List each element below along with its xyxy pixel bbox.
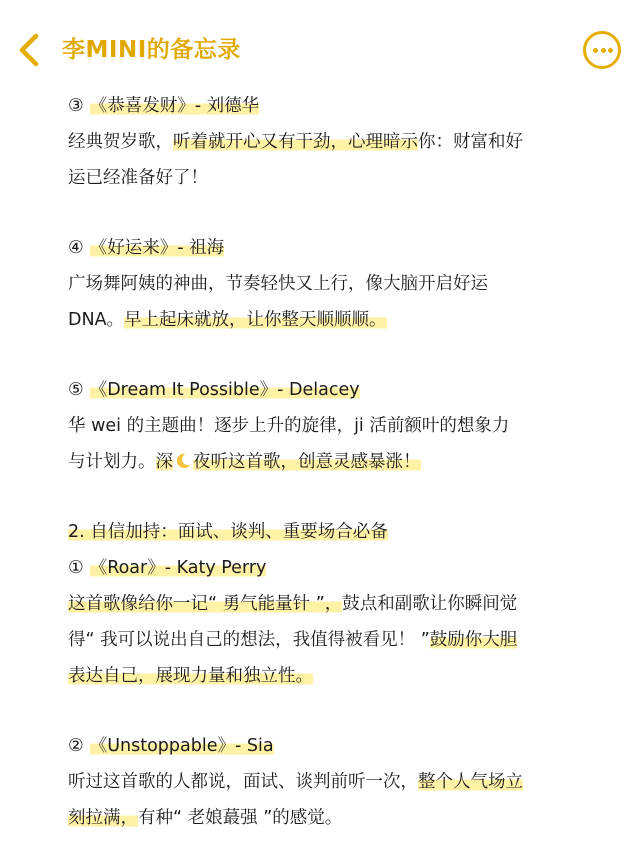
section-gap bbox=[68, 694, 588, 728]
description-text: 广场舞阿姨的神曲，节奏轻快又上行，像大脑开启好运 bbox=[68, 274, 488, 294]
note-body bbox=[68, 88, 588, 836]
song-title: 《好运来》- 祖海 bbox=[89, 238, 225, 258]
page-title: 李MINI的备忘录 bbox=[62, 37, 241, 63]
crescent-moon-icon bbox=[174, 452, 192, 470]
description-line bbox=[68, 160, 588, 196]
description-text: 经典贺岁歌， bbox=[68, 132, 173, 152]
highlighted-text: 心理暗示 bbox=[348, 132, 418, 152]
more-dot-icon bbox=[608, 48, 613, 53]
highlighted-text: 表达自己，展现力量和独立性。 bbox=[68, 666, 313, 686]
category-heading bbox=[68, 514, 588, 550]
description-text: 华 wei 的主题曲！逐步上升的旋律，ji 活前额叶的想象力 bbox=[68, 416, 510, 436]
more-options-button[interactable] bbox=[583, 31, 621, 69]
song-number: ② bbox=[68, 736, 84, 756]
song-title-line bbox=[68, 230, 588, 266]
description-line bbox=[68, 408, 588, 444]
section-gap bbox=[68, 196, 588, 230]
description-text: 有种“ 老娘蕞强 ”的感觉。 bbox=[138, 808, 343, 828]
song-number: ③ bbox=[68, 96, 84, 116]
description-text: 运已经准备好了！ bbox=[68, 168, 208, 188]
description-text: DNA。 bbox=[68, 310, 125, 330]
description-line bbox=[68, 764, 588, 800]
song-number: ① bbox=[68, 558, 84, 578]
description-line bbox=[68, 266, 588, 302]
song-title: 《Roar》- Katy Perry bbox=[89, 558, 267, 578]
category-title: 2. 自信加持：面试、谈判、重要场合必备 bbox=[68, 522, 388, 542]
highlighted-text: 早上起床就放，让你整天顺顺顺。 bbox=[124, 310, 387, 330]
song-title: 《恭喜发财》- 刘德华 bbox=[89, 96, 260, 116]
description-line bbox=[68, 124, 588, 160]
highlighted-text: 鼓励你大胆 bbox=[429, 630, 518, 650]
description-text: 听过这首歌的人都说，面试、谈判前听一次， bbox=[68, 772, 418, 792]
description-text: 得“ 我可以说出自己的想法，我值得被看见！ ” bbox=[68, 630, 430, 650]
more-dot-icon bbox=[601, 48, 606, 53]
highlighted-text: 刻拉满， bbox=[68, 808, 138, 828]
header bbox=[0, 0, 640, 100]
highlighted-text: 夜听这首歌，创意灵感暴涨！ bbox=[193, 452, 421, 472]
description-line bbox=[68, 622, 588, 658]
description-line bbox=[68, 586, 588, 622]
highlighted-text: 听着就开心又有干劲， bbox=[173, 132, 348, 152]
description-text: 与计划力。 bbox=[68, 452, 156, 472]
song-title: 《Unstoppable》- Sia bbox=[89, 736, 274, 756]
description-line bbox=[68, 658, 588, 694]
section-gap bbox=[68, 480, 588, 514]
description-text: 鼓点和副歌让你瞬间觉 bbox=[342, 594, 518, 614]
highlighted-text: 这首歌像给你一记“ 勇气能量针 ”， bbox=[68, 594, 343, 614]
description-line bbox=[68, 302, 588, 338]
section-gap bbox=[68, 338, 588, 372]
chevron-left-icon[interactable] bbox=[14, 30, 44, 70]
song-title: 《Dream It Possible》- Delacey bbox=[89, 380, 360, 400]
song-title-line bbox=[68, 550, 588, 586]
song-title-line bbox=[68, 88, 588, 124]
more-dot-icon bbox=[593, 48, 598, 53]
highlighted-text: 深 bbox=[155, 452, 173, 472]
description-line bbox=[68, 444, 588, 480]
description-text: 你：财富和好 bbox=[418, 132, 523, 152]
song-title-line bbox=[68, 728, 588, 764]
description-line bbox=[68, 800, 588, 836]
song-number: ⑤ bbox=[68, 380, 84, 400]
song-title-line bbox=[68, 372, 588, 408]
song-number: ④ bbox=[68, 238, 84, 258]
highlighted-text: 整个人气场立 bbox=[418, 772, 523, 792]
